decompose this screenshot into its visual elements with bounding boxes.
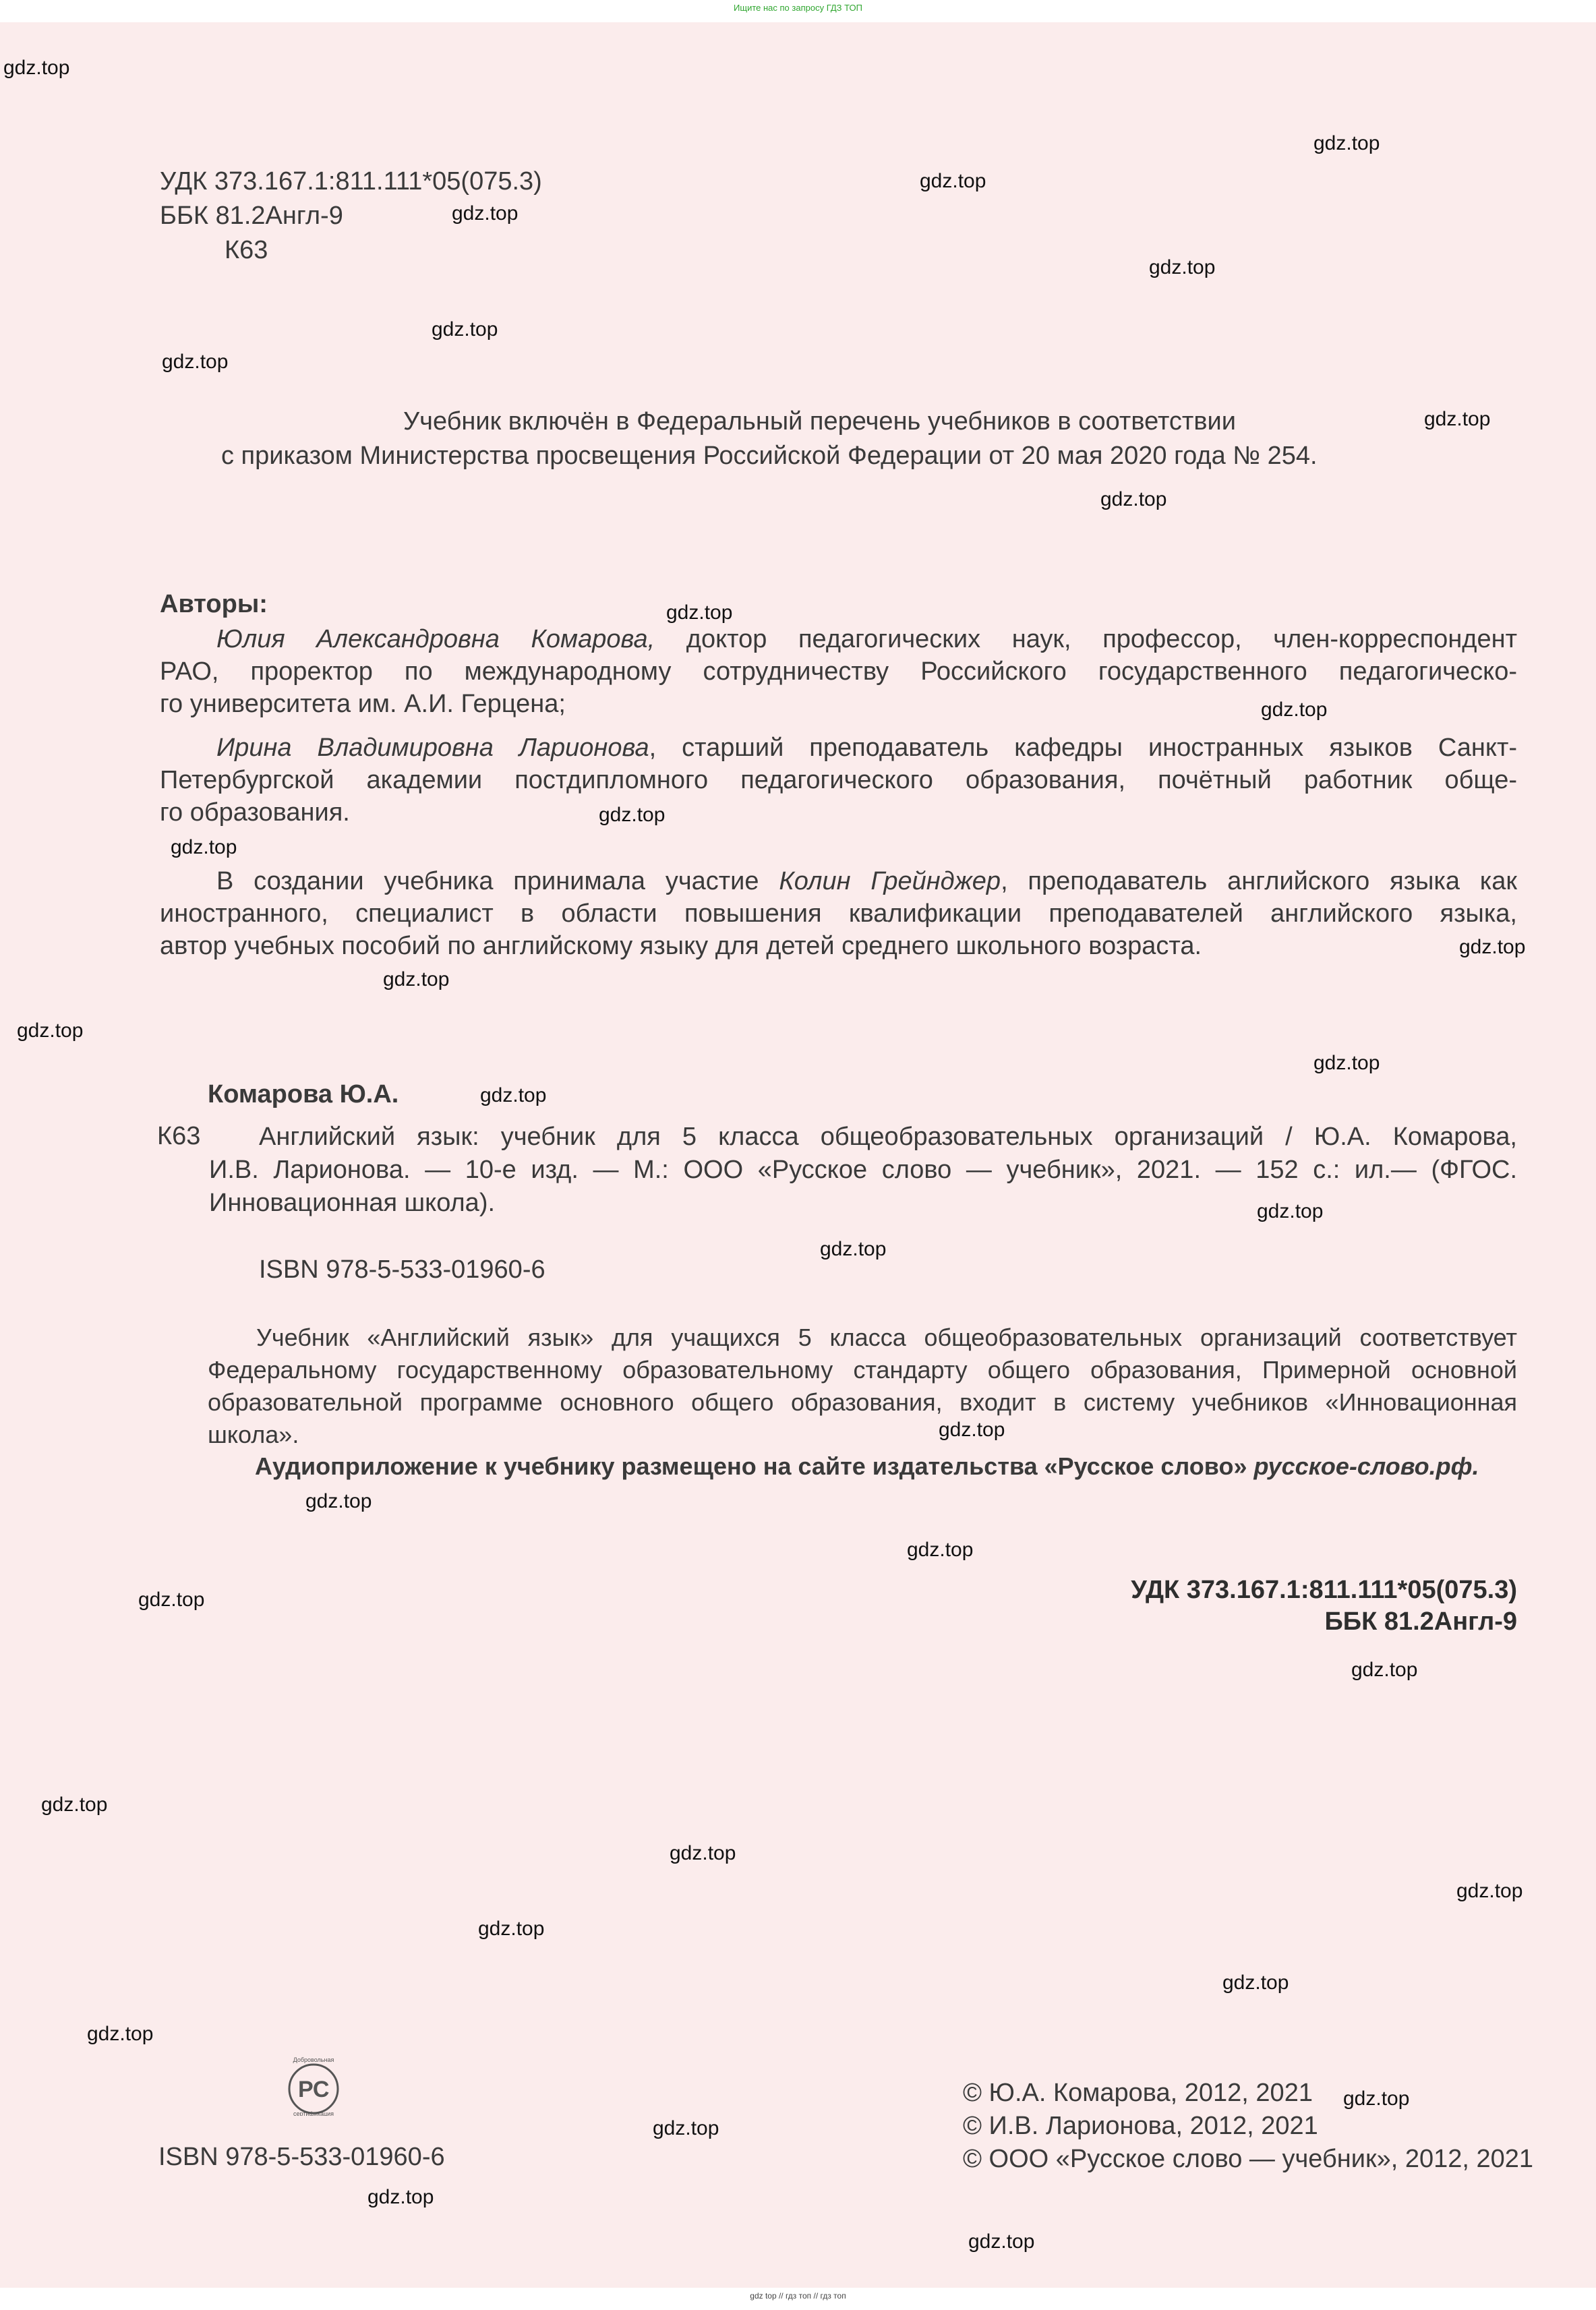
copyright-line-1: © Ю.А. Комарова, 2012, 2021 [963, 2079, 1313, 2107]
federal-list-line-2: с приказом Министерства просвещения Российской Федерации от 20 мая 2020 года № 254. [221, 442, 1318, 470]
watermark: gdz.top [171, 836, 237, 858]
copyright-line-3: © ООО «Русское слово — учебник», 2012, 2021 [963, 2145, 1534, 2173]
watermark: gdz.top [653, 2117, 719, 2139]
watermark: gdz.top [1456, 1880, 1523, 1902]
biblio-line-3: Инновационная школа). [209, 1189, 496, 1217]
watermark: gdz.top [1100, 488, 1167, 510]
copyright-line-2: © И.В. Ларионова, 2012, 2021 [963, 2112, 1318, 2140]
watermark: gdz.top [920, 170, 986, 192]
bottom-banner: gdz top // гдз топ // гдз топ [750, 2291, 846, 2301]
audio-note-text: Аудиоприложение к учебнику размещено на сайте издательства «Русское слово» [255, 1452, 1247, 1480]
authors-heading: Авторы: [160, 590, 268, 618]
udk-code: УДК 373.167.1:811.111*05(075.3) [160, 167, 542, 196]
biblio-line-2: И.В. Ларионова. — 10-е изд. — М.: ООО «Русское слово — учебник», 2021. — 152 с.: ил.— (ФГОС. [209, 1156, 1517, 1184]
author-1-name: Юлия Александровна Комарова, [216, 625, 655, 653]
udk-code-bottom: УДК 373.167.1:811.111*05(075.3) [1131, 1576, 1517, 1604]
author-2-paragraph [160, 732, 1517, 829]
watermark: gdz.top [939, 1419, 1005, 1441]
certification-logo [283, 2055, 344, 2116]
bbk-code: ББК 81.2Англ-9 [160, 202, 343, 230]
watermark: gdz.top [17, 1019, 84, 1042]
watermark: gdz.top [367, 2186, 434, 2208]
watermark: gdz.top [3, 57, 70, 79]
author-2-line-1 [160, 732, 1517, 764]
watermark: gdz.top [599, 804, 666, 826]
watermark: gdz.top [1459, 936, 1526, 958]
biblio-code: К63 [157, 1122, 201, 1150]
author-1-line-1 [160, 623, 1517, 655]
watermark: gdz.top [480, 1084, 547, 1106]
watermark: gdz.top [1313, 132, 1380, 154]
federal-list-line-1: Учебник включён в Федеральный перечень учебников в соответствии [403, 407, 1236, 436]
description-line-4: школа». [208, 1421, 299, 1448]
watermark: gdz.top [383, 968, 450, 990]
isbn-bottom: ISBN 978-5-533-01960-6 [158, 2143, 445, 2171]
bbk-code-bottom: ББК 81.2Англ-9 [1324, 1607, 1517, 1636]
contributor-line-2: иностранного, специалист в области повышения квалификации преподавателей английского языка, [160, 899, 1517, 928]
watermark: gdz.top [305, 1490, 372, 1512]
watermark: gdz.top [478, 1918, 545, 1940]
audio-site: русское-слово.рф. [1253, 1452, 1479, 1480]
watermark: gdz.top [452, 202, 519, 225]
audio-note [255, 1452, 1479, 1481]
watermark: gdz.top [432, 318, 498, 340]
watermark: gdz.top [138, 1589, 205, 1611]
watermark: gdz.top [1424, 408, 1491, 430]
contributor-line-1 [160, 865, 1517, 897]
description-line-3: образовательной программе основного общего образования, входит в систему учебников «Инновационная [208, 1388, 1517, 1416]
contributor-line-3: автор учебных пособий по английскому языку для детей среднего школьного возраста. [160, 932, 1202, 960]
author-1-line-2: РАО, проректор по международному сотрудничеству Российского государственного педагогическо- [160, 657, 1517, 686]
top-banner: Ищите нас по запросу ГДЗ ТОП [734, 3, 862, 13]
description-line-1: Учебник «Английский язык» для учащихся 5 класса общеобразовательных организаций соответствует [256, 1324, 1517, 1351]
watermark: gdz.top [670, 1842, 736, 1864]
watermark: gdz.top [1343, 2087, 1410, 2110]
watermark: gdz.top [1313, 1052, 1380, 1074]
biblio-author: Комарова Ю.А. [208, 1080, 399, 1108]
watermark: gdz.top [1149, 256, 1216, 278]
watermark: gdz.top [666, 601, 733, 624]
biblio-line-1: Английский язык: учебник для 5 класса общеобразовательных организаций / Ю.А. Комарова, [259, 1123, 1517, 1151]
description-paragraph [208, 1322, 1517, 1451]
watermark: gdz.top [968, 2230, 1035, 2253]
contributor-paragraph [160, 865, 1517, 962]
author-mark-code: К63 [225, 236, 268, 264]
author-1-line-1-text: доктор педагогических наук, профессор, член-корреспондент [686, 625, 1517, 653]
watermark: gdz.top [820, 1238, 887, 1260]
watermark: gdz.top [41, 1794, 108, 1816]
svg-text:РС: РС [298, 2077, 330, 2102]
watermark: gdz.top [1222, 1972, 1289, 1994]
description-line-2: Федеральному государственному образовательному стандарту общего образования, Примерной основной [208, 1356, 1517, 1384]
logo-text-top: Добровольная [293, 2056, 334, 2063]
watermark: gdz.top [1351, 1659, 1418, 1681]
author-2-name: Ирина Владимировна Ларионова [216, 734, 649, 762]
author-2-line-3: го образования. [160, 798, 350, 827]
author-1-line-3: го университета им. А.И. Герцена; [160, 690, 566, 718]
watermark: gdz.top [87, 2023, 154, 2045]
author-2-line-2: Петербургской академии постдипломного педагогического образования, почётный работник обще- [160, 766, 1517, 794]
contributor-line-1-text: , преподаватель английского языка как [1001, 867, 1517, 895]
watermark: gdz.top [907, 1539, 974, 1561]
biblio-isbn: ISBN 978-5-533-01960-6 [259, 1255, 545, 1284]
watermark: gdz.top [162, 351, 229, 373]
logo-text-bottom: сертификация [293, 2110, 334, 2116]
contributor-intro: В создании учебника принимала участие [216, 867, 759, 895]
watermark: gdz.top [1257, 1200, 1324, 1222]
watermark: gdz.top [1261, 699, 1328, 721]
contributor-name: Колин Грейнджер [779, 867, 1001, 895]
author-2-line-1-text: , старший преподаватель кафедры иностранных языков Санкт- [649, 734, 1517, 762]
